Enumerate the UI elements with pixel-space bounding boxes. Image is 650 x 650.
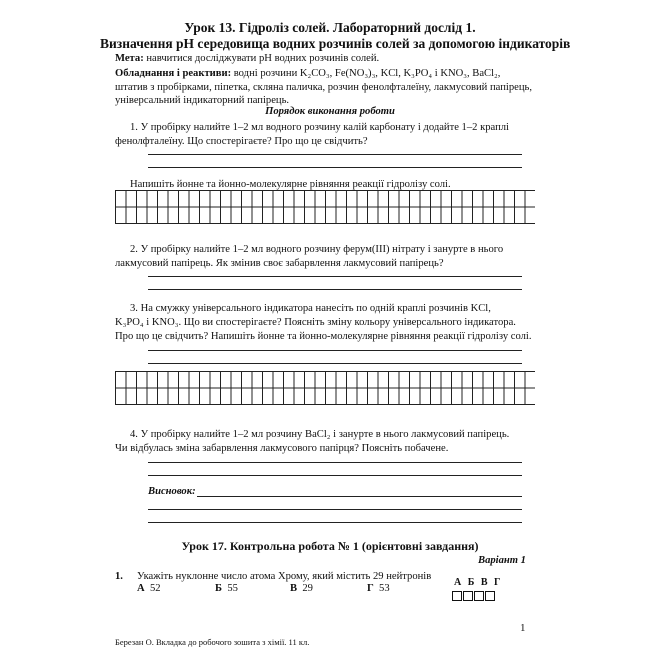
answer-line[interactable] <box>148 276 522 277</box>
answer-letters: А Б В Г <box>454 577 503 588</box>
conclusions-line[interactable] <box>197 496 522 497</box>
variant-label: Варіант 1 <box>478 555 526 566</box>
answer-line[interactable] <box>148 350 522 351</box>
equipment-text-1: водні розчини K₂CO₃, Fe(NO₃)₃, KCl, K₃PO₄ і KNO₃, BaCl₂, <box>231 68 501 79</box>
ionic-prompt: Напишіть йонне та йонно-молекулярне рівняння реакції гідролізу солі. <box>130 179 451 190</box>
answer-box-a[interactable] <box>452 591 462 601</box>
answer-line[interactable] <box>148 154 522 155</box>
task4-line1: 4. У пробірку налийте 1–2 мл розчину BaCl₂ і занурте в нього лакмусовий папірець. <box>130 429 510 440</box>
answer-line[interactable] <box>148 167 522 168</box>
answer-options <box>137 583 437 597</box>
goal-label: Мета: <box>115 53 144 64</box>
answer-box-grid <box>452 577 502 603</box>
equipment-label: Обладнання і реактиви: <box>115 68 232 79</box>
answer-box-d[interactable] <box>485 591 495 601</box>
option-a[interactable]: А 52 <box>137 583 161 594</box>
question-number: 1. <box>115 571 123 582</box>
answer-line[interactable] <box>148 509 522 510</box>
page-number: 1 <box>520 622 526 634</box>
option-d[interactable]: Г 53 <box>367 583 390 594</box>
equipment-line2: штатив з пробірками, піпетка, скляна паличка, розчин фенолфталеїну, лакмусовий папірець, <box>115 82 532 93</box>
task1-line2: фенолфталеїну. Що спостерігаєте? Про що це свідчить? <box>115 136 368 147</box>
lesson17-title: Урок 17. Контрольна робота № 1 (орієнтовні завдання) <box>181 539 479 553</box>
task3-line2: K₃PO₄ і KNO₃. Що ви спостерігаєте? Поясніть зміну кольору універсального індикатора. <box>115 317 516 328</box>
goal-text: навчитися досліджувати pH водних розчинів солей. <box>143 53 380 64</box>
goal-line <box>115 52 535 65</box>
answer-line[interactable] <box>148 462 522 463</box>
answer-grid-2-svg <box>115 371 535 405</box>
answer-grid-1-svg <box>115 190 535 224</box>
task4-line2: Чи відбулась зміна забарвлення лакмусового папірця? Поясніть побачене. <box>115 443 449 454</box>
answer-box-c[interactable] <box>474 591 484 601</box>
task2-line2: лакмусовий папірець. Як змінив своє забарвлення лакмусовий папірець? <box>115 258 444 269</box>
question-text: Укажіть нуклонне число атома Хрому, який містить 29 нейтронів <box>137 571 432 582</box>
lesson13-title-line1: Урок 13. Гідроліз солей. Лабораторний дослід 1. <box>184 20 476 35</box>
option-b[interactable]: Б 55 <box>215 583 238 594</box>
answer-line[interactable] <box>148 363 522 364</box>
task3-line1: 3. На смужку універсального індикатора нанесіть по одній краплі розчинів KCl, <box>130 303 491 314</box>
equipment-line3: універсальний індикаторний папірець. <box>115 95 290 106</box>
conclusions-label: Висновок: <box>148 486 196 497</box>
task3-line3: Про що це свідчить? Напишіть йонне та йонно-молекулярне рівняння реакції гідролізу солі. <box>115 331 532 342</box>
lesson13-title-line2: Визначення pH середовища водних розчинів солей за допомогою індикаторів <box>100 36 571 51</box>
answer-grid-2[interactable] <box>115 371 535 405</box>
answer-line[interactable] <box>148 289 522 290</box>
option-c[interactable]: В 29 <box>290 583 313 594</box>
task2-line1: 2. У пробірку налийте 1–2 мл водного розчину ферум(ІІІ) нітрату і занурте в нього <box>130 244 504 255</box>
task1-line1: 1. У пробірку налийте 1–2 мл водного розчину калій карбонату і додайте 1–2 краплі <box>130 122 509 133</box>
answer-line[interactable] <box>148 475 522 476</box>
procedure-heading: Порядок виконання роботи <box>265 106 395 117</box>
answer-grid-1[interactable] <box>115 190 535 224</box>
footer-caption: Березан О. Вкладка до робочого зошита з хімії. 11 кл. <box>115 637 310 647</box>
answer-line[interactable] <box>148 522 522 523</box>
equipment-line1 <box>115 67 535 80</box>
answer-box-b[interactable] <box>463 591 473 601</box>
